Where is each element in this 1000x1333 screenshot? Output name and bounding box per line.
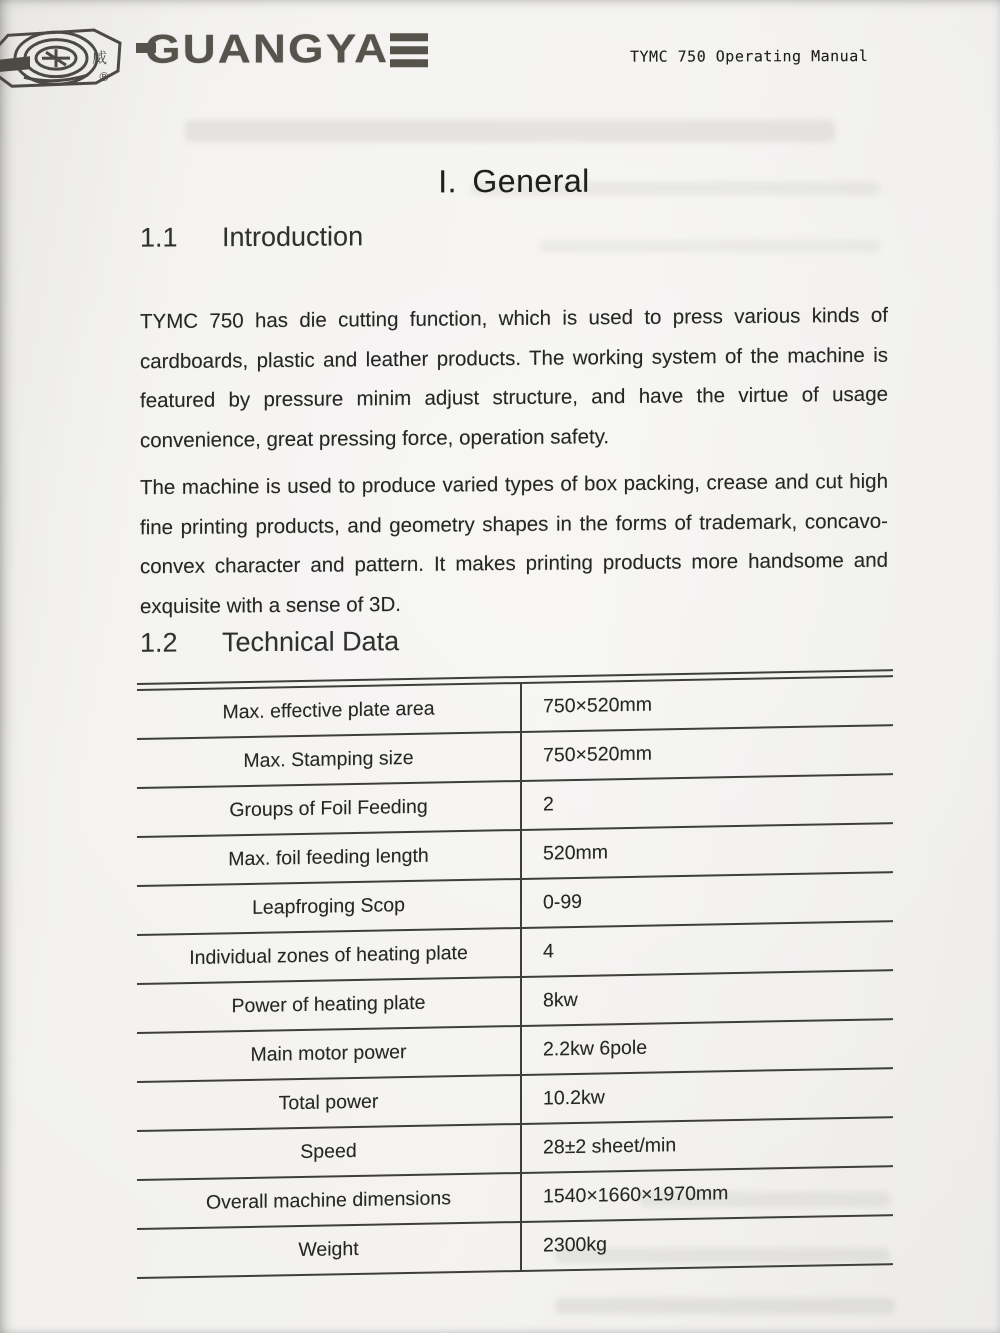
spec-value-cell: 10.2kw: [543, 1086, 605, 1110]
spec-label-cell: Groups of Foil Feeding: [137, 782, 522, 836]
spec-value-cell: 8kw: [543, 988, 578, 1012]
spec-value-cell: 2.2kw 6pole: [543, 1036, 648, 1061]
technical-data-table: [137, 675, 893, 1279]
emblem-character: 威: [92, 49, 108, 68]
spec-label-cell: Overall machine dimensions: [137, 1174, 522, 1228]
section-heading-technical-data: [140, 626, 399, 659]
spec-value-cell: 4: [543, 940, 554, 963]
spec-label-cell: Individual zones of heating plate: [137, 929, 522, 983]
spec-value-cell: 0-99: [543, 890, 583, 914]
spec-value-cell: 520mm: [543, 841, 609, 865]
brand-name: GUANGYA: [145, 26, 390, 73]
page-title: I. General: [438, 162, 590, 200]
section-heading-introduction: [140, 221, 363, 253]
brand-logotype: [136, 24, 428, 75]
intro-paragraph-2: The machine is used to produce varied types of box packing, crease and cut high fine printing products, and geometry shapes in the forms of trademark, concavo-convex character and pattern. It makes printing products more handsome and exquisite with a sense of 3D.: [140, 469, 888, 618]
spec-value-cell: 1540×1660×1970mm: [543, 1182, 729, 1208]
bleed-through-artifact: [540, 240, 880, 252]
spec-value-cell: 2: [543, 793, 554, 816]
spec-label-cell: Max. Stamping size: [137, 733, 522, 787]
spec-label-cell: Power of heating plate: [137, 978, 522, 1032]
spec-value-cell: 2300kg: [543, 1233, 607, 1257]
section-number: 1.2: [140, 627, 178, 658]
spec-value-cell: 750×520mm: [543, 693, 652, 718]
section-heading-text: Introduction: [222, 221, 364, 253]
manual-title: TYMC 750 Operating Manual: [630, 47, 869, 66]
page-header: [0, 0, 1000, 101]
spec-label-cell: Total power: [137, 1076, 522, 1130]
registered-trademark-icon: ®: [98, 70, 110, 85]
spec-value-cell: 28±2 sheet/min: [543, 1134, 677, 1159]
bleed-through-artifact: [185, 120, 835, 142]
spec-label-cell: Max. effective plate area: [137, 684, 522, 738]
section-heading-text: Technical Data: [222, 626, 400, 658]
spec-label-cell: Main motor power: [137, 1027, 522, 1081]
intro-paragraph-1: TYMC 750 has die cutting function, which is used to press various kinds of cardboards, plastic and leather products. The working system of the machine is featured by pressure minim adjust structure, and have the virtue of usage convenience, great pressing force, operation safety.: [140, 303, 888, 452]
spec-value-cell: 750×520mm: [543, 742, 652, 767]
spec-label-cell: Max. foil feeding length: [137, 831, 522, 885]
spec-label-cell: Weight: [137, 1223, 522, 1277]
spec-label-cell: Speed: [137, 1125, 522, 1179]
bleed-through-artifact: [555, 1298, 895, 1314]
guangya-emblem-logo: [0, 25, 130, 93]
triple-bar-icon: [390, 33, 428, 67]
spec-label-cell: Leapfroging Scop: [137, 880, 522, 934]
section-number: 1.1: [140, 222, 178, 253]
